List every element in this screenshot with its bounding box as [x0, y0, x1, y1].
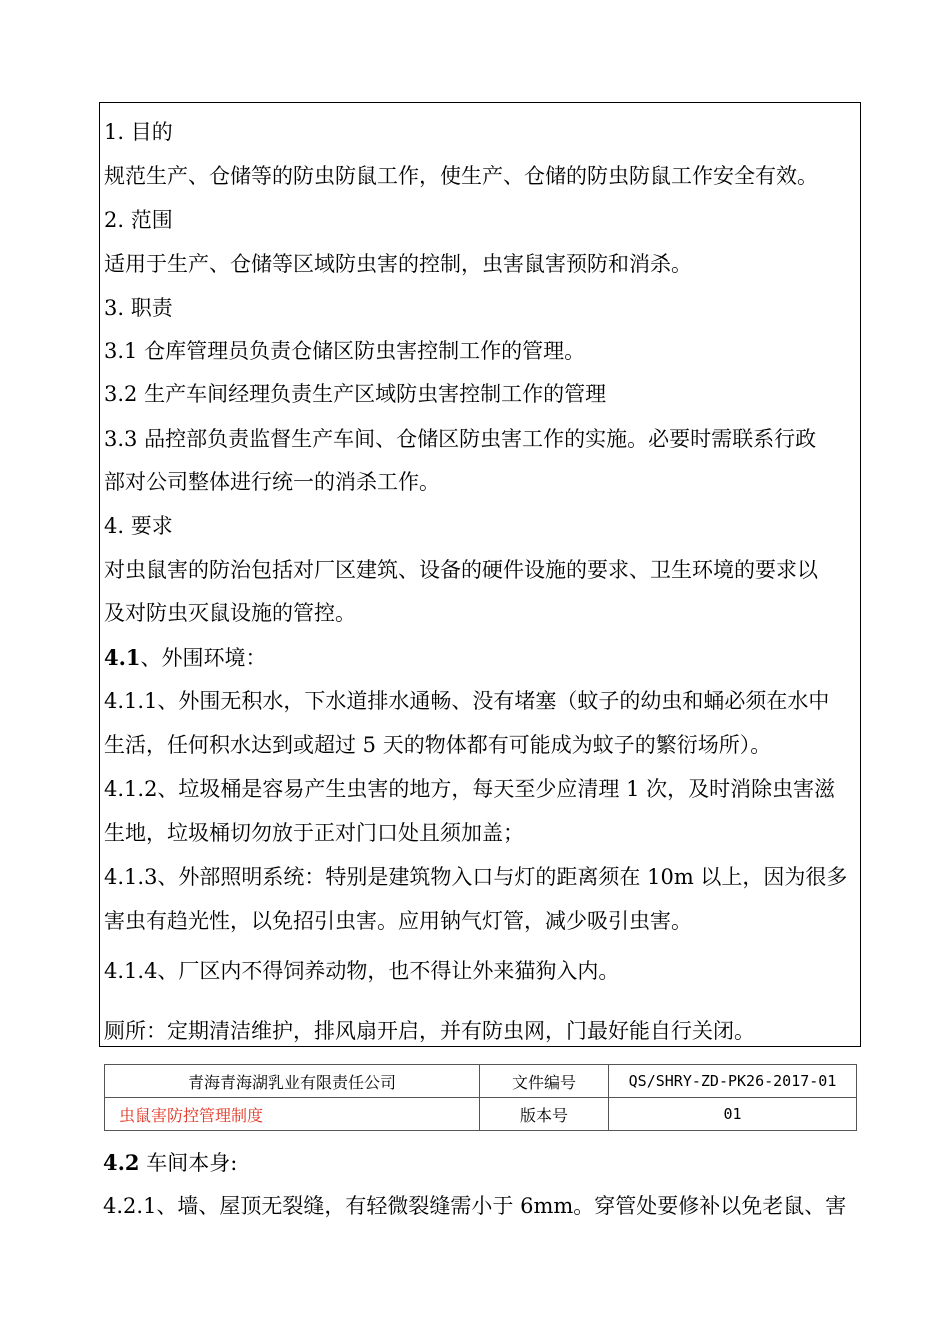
paragraph-3-2: 3.2 生产车间经理负责生产区域防虫害控制工作的管理 — [104, 382, 607, 406]
paragraph-3-3-cont: 部对公司整体进行统一的消杀工作。 — [104, 470, 440, 494]
content-frame — [99, 102, 861, 1047]
paragraph-3-1: 3.1 仓库管理员负责仓储区防虫害控制工作的管理。 — [104, 339, 586, 363]
footer-row-2 — [105, 1098, 857, 1131]
heading-4-1 — [104, 646, 267, 670]
paragraph-requirements: 对虫鼠害的防治包括对厂区建筑、设备的硬件设施的要求、卫生环境的要求以 — [104, 558, 818, 582]
company-name: 青海青海湖乳业有限责任公司 — [105, 1065, 480, 1098]
paragraph-4-2-1: 4.2.1、墙、屋顶无裂缝，有轻微裂缝需小于 6mm。穿管处要修补以免老鼠、害 — [103, 1194, 847, 1218]
paragraph-4-1-4: 4.1.4、厂区内不得饲养动物，也不得让外来猫狗入内。 — [104, 959, 620, 983]
paragraph-4-1-2-cont: 生地，垃圾桶切勿放于正对门口处且须加盖； — [104, 821, 524, 845]
paragraph-4-1-3-cont: 害虫有趋光性，以免招引虫害。应用钠气灯管，减少吸引虫害。 — [104, 909, 692, 933]
heading-requirements: 4. 要求 — [104, 514, 173, 538]
heading-4-2-number: 4.2 — [103, 1150, 140, 1175]
paragraph-scope: 适用于生产、仓储等区域防虫害的控制，虫害鼠害预防和消杀。 — [104, 252, 692, 276]
paragraph-4-1-2: 4.1.2、垃圾桶是容易产生虫害的地方，每天至少应清理 1 次，及时消除虫害滋 — [104, 777, 836, 801]
heading-4-2 — [103, 1151, 237, 1175]
heading-4-2-text: 车间本身: — [139, 1151, 238, 1175]
version-number: 01 — [609, 1098, 857, 1131]
heading-responsibility: 3. 职责 — [104, 296, 173, 320]
footer-row-1 — [105, 1065, 857, 1098]
heading-purpose: 1. 目的 — [104, 120, 173, 144]
doc-number-label: 文件编号 — [480, 1065, 609, 1098]
document-title: 虫鼠害防控管理制度 — [105, 1098, 480, 1131]
paragraph-4-1-1: 4.1.1、外围无积水，下水道排水通畅、没有堵塞（蚊子的幼虫和蛹必须在水中 — [104, 689, 830, 713]
document-footer-table — [104, 1064, 857, 1131]
doc-number: QS/SHRY-ZD-PK26-2017-01 — [609, 1065, 857, 1098]
paragraph-requirements-cont: 及对防虫灭鼠设施的管控。 — [104, 601, 356, 625]
heading-4-1-text: 、外围环境： — [140, 646, 267, 670]
paragraph-3-3: 3.3 品控部负责监督生产车间、仓储区防虫害工作的实施。必要时需联系行政 — [104, 427, 817, 451]
heading-4-1-number: 4.1 — [104, 645, 141, 670]
version-label: 版本号 — [480, 1098, 609, 1131]
paragraph-4-1-3: 4.1.3、外部照明系统：特别是建筑物入口与灯的距离须在 10m 以上，因为很多 — [104, 865, 848, 889]
paragraph-4-1-1-cont: 生活，任何积水达到或超过 5 天的物体都有可能成为蚊子的繁衍场所）。 — [104, 733, 772, 757]
paragraph-toilet: 厕所：定期清洁维护，排风扇开启，并有防虫网，门最好能自行关闭。 — [104, 1019, 755, 1043]
heading-scope: 2. 范围 — [104, 208, 173, 232]
paragraph-purpose: 规范生产、仓储等的防虫防鼠工作，使生产、仓储的防虫防鼠工作安全有效。 — [104, 164, 818, 188]
